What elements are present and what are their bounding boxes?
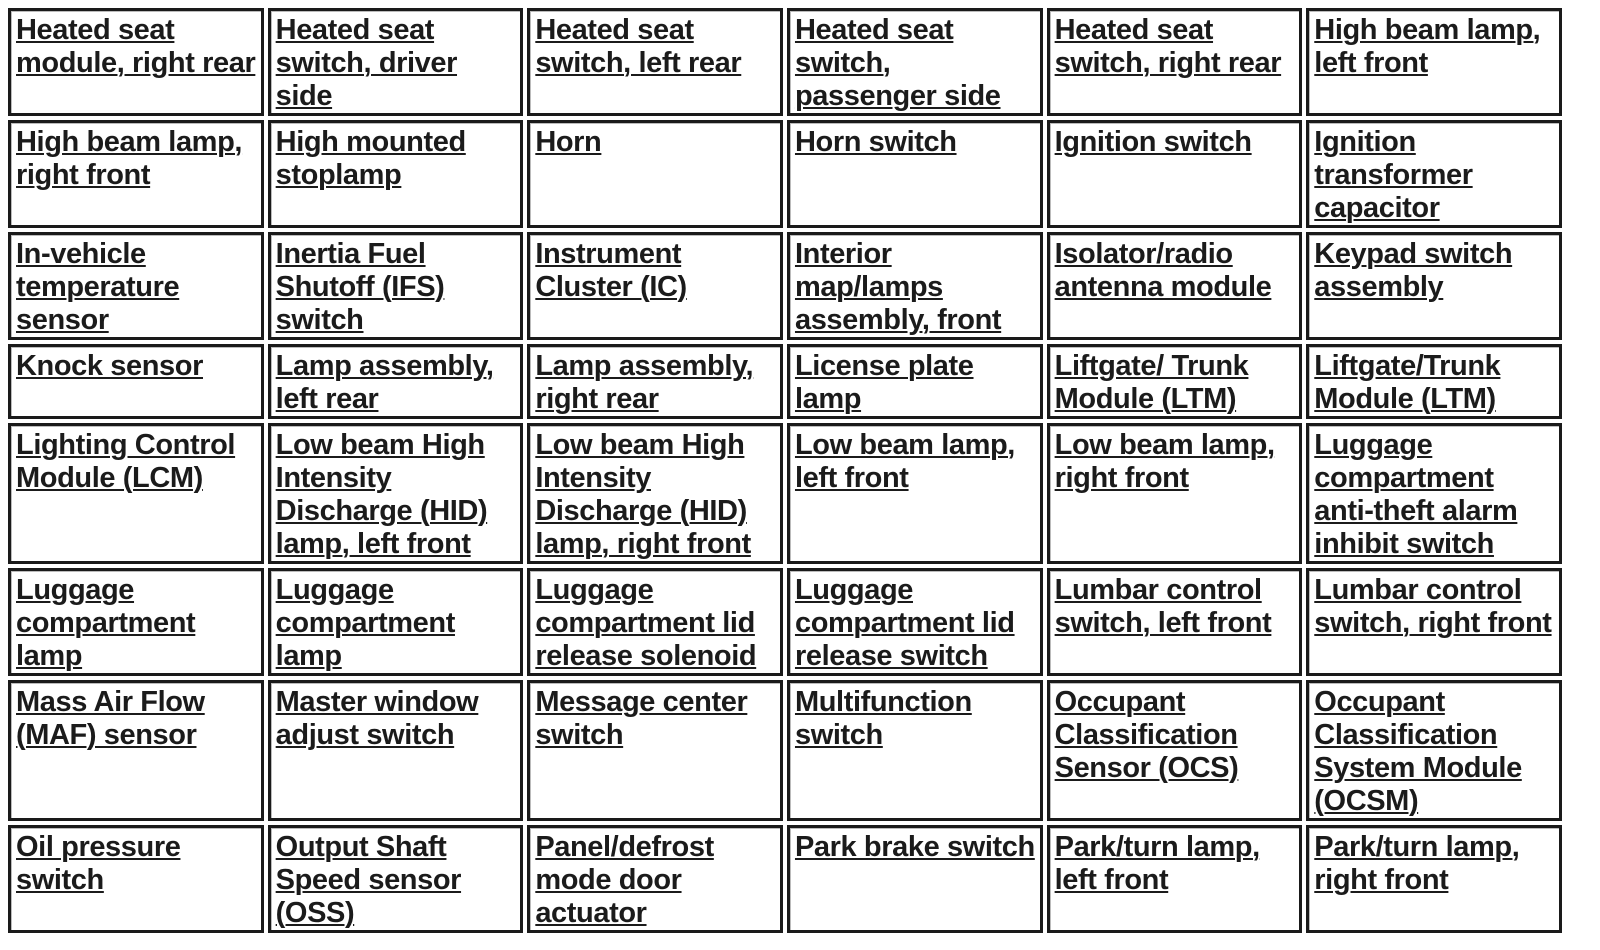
- table-cell: [787, 232, 1043, 340]
- component-link[interactable]: Oil pressure switch: [16, 831, 181, 896]
- table-cell: [268, 8, 524, 116]
- table-cell: [1306, 825, 1562, 933]
- component-link[interactable]: Heated seat switch, right rear: [1054, 14, 1282, 79]
- table-cell: [527, 568, 783, 676]
- component-link[interactable]: Low beam High Intensity Discharge (HID) lamp, right front: [535, 429, 751, 560]
- component-link[interactable]: Low beam lamp, right front: [1054, 429, 1275, 494]
- component-link[interactable]: Ignition transformer capacitor: [1314, 126, 1473, 224]
- table-row: [8, 8, 1562, 116]
- table-row: [8, 680, 1562, 821]
- component-link[interactable]: Knock sensor: [16, 350, 203, 382]
- table-cell: [527, 232, 783, 340]
- component-link[interactable]: Park/turn lamp, left front: [1054, 831, 1260, 896]
- component-link[interactable]: Lighting Control Module (LCM): [16, 429, 236, 494]
- component-link[interactable]: Occupant Classification System Module (OCSM): [1314, 686, 1522, 817]
- component-link[interactable]: Mass Air Flow (MAF) sensor: [16, 686, 205, 751]
- component-link[interactable]: Ignition switch: [1054, 126, 1252, 158]
- table-cell: [1306, 568, 1562, 676]
- table-row: [8, 568, 1562, 676]
- table-cell: [527, 680, 783, 821]
- component-link[interactable]: Heated seat switch, driver side: [275, 14, 458, 112]
- table-cell: [8, 825, 264, 933]
- table-cell: [787, 568, 1043, 676]
- table-cell: [1306, 344, 1562, 419]
- table-cell: [787, 680, 1043, 821]
- table-cell: [787, 120, 1043, 228]
- component-link[interactable]: Heated seat switch, passenger side: [794, 14, 1001, 112]
- component-link[interactable]: Low beam High Intensity Discharge (HID) lamp, left front: [275, 429, 488, 560]
- component-link[interactable]: Output Shaft Speed sensor (OSS): [275, 831, 462, 929]
- table-cell: [1047, 120, 1303, 228]
- component-link[interactable]: Luggage compartment lid release solenoid: [535, 574, 757, 672]
- table-row: [8, 344, 1562, 419]
- table-cell: [1047, 423, 1303, 564]
- table-cell: [787, 423, 1043, 564]
- table-cell: [1306, 8, 1562, 116]
- component-link[interactable]: Horn switch: [794, 126, 957, 158]
- table-cell: [1306, 120, 1562, 228]
- table-cell: [1306, 232, 1562, 340]
- component-link[interactable]: Isolator/radio antenna module: [1054, 238, 1272, 303]
- table-cell: [8, 232, 264, 340]
- component-link[interactable]: Lamp assembly, left rear: [275, 350, 494, 415]
- component-link[interactable]: Luggage compartment lamp: [275, 574, 455, 672]
- table-cell: [1047, 344, 1303, 419]
- table-cell: [268, 423, 524, 564]
- table-cell: [1047, 825, 1303, 933]
- table-cell: [268, 344, 524, 419]
- component-link[interactable]: Multifunction switch: [794, 686, 972, 751]
- table-row: [8, 423, 1562, 564]
- table-cell: [8, 120, 264, 228]
- table-cell: [8, 8, 264, 116]
- component-link[interactable]: Lumbar control switch, right front: [1314, 574, 1552, 639]
- component-link[interactable]: Master window adjust switch: [275, 686, 479, 751]
- component-link[interactable]: Occupant Classification Sensor (OCS): [1054, 686, 1239, 784]
- component-link[interactable]: Luggage compartment anti-theft alarm inhibit switch: [1314, 429, 1518, 560]
- table-cell: [268, 680, 524, 821]
- component-link[interactable]: Lamp assembly, right rear: [535, 350, 754, 415]
- component-link[interactable]: Luggage compartment lid release switch: [794, 574, 1015, 672]
- component-link[interactable]: Keypad switch assembly: [1314, 238, 1513, 303]
- table-row: [8, 825, 1562, 933]
- component-link[interactable]: High beam lamp, right front: [16, 126, 243, 191]
- component-link[interactable]: In-vehicle temperature sensor: [16, 238, 180, 336]
- component-link[interactable]: Inertia Fuel Shutoff (IFS) switch: [275, 238, 445, 336]
- table-cell: [787, 344, 1043, 419]
- component-link[interactable]: High beam lamp, left front: [1314, 14, 1541, 79]
- table-cell: [8, 423, 264, 564]
- component-link[interactable]: Heated seat switch, left rear: [535, 14, 742, 79]
- table-cell: [1306, 423, 1562, 564]
- table-cell: [268, 232, 524, 340]
- component-index-table: [4, 4, 1566, 937]
- component-link[interactable]: Luggage compartment lamp: [16, 574, 196, 672]
- table-cell: [787, 825, 1043, 933]
- table-cell: [1047, 680, 1303, 821]
- component-link[interactable]: License plate lamp: [794, 350, 974, 415]
- component-link[interactable]: Message center switch: [535, 686, 748, 751]
- component-link[interactable]: High mounted stoplamp: [275, 126, 466, 191]
- table-cell: [268, 120, 524, 228]
- component-link[interactable]: Low beam lamp, left front: [794, 429, 1015, 494]
- table-cell: [268, 825, 524, 933]
- table-cell: [1047, 232, 1303, 340]
- component-link[interactable]: Panel/defrost mode door actuator: [535, 831, 714, 929]
- component-link[interactable]: Instrument Cluster (IC): [535, 238, 687, 303]
- table-cell: [1306, 680, 1562, 821]
- table-cell: [268, 568, 524, 676]
- table-cell: [527, 120, 783, 228]
- table-row: [8, 120, 1562, 228]
- table-cell: [1047, 8, 1303, 116]
- table-row: [8, 232, 1562, 340]
- table-cell: [8, 680, 264, 821]
- table-cell: [8, 344, 264, 419]
- table-cell: [787, 8, 1043, 116]
- table-cell: [527, 825, 783, 933]
- component-link[interactable]: Interior map/lamps assembly, front: [794, 238, 1002, 336]
- table-cell: [527, 8, 783, 116]
- component-link[interactable]: Liftgate/Trunk Module (LTM): [1314, 350, 1501, 415]
- table-cell: [527, 423, 783, 564]
- table-cell: [527, 344, 783, 419]
- component-link[interactable]: Park/turn lamp, right front: [1314, 831, 1520, 896]
- component-link[interactable]: Lumbar control switch, left front: [1054, 574, 1272, 639]
- component-link[interactable]: Park brake switch: [794, 831, 1035, 863]
- component-link[interactable]: Heated seat module, right rear: [16, 14, 256, 79]
- component-link[interactable]: Horn: [535, 126, 602, 158]
- table-cell: [8, 568, 264, 676]
- table-cell: [1047, 568, 1303, 676]
- component-link[interactable]: Liftgate/ Trunk Module (LTM): [1054, 350, 1249, 415]
